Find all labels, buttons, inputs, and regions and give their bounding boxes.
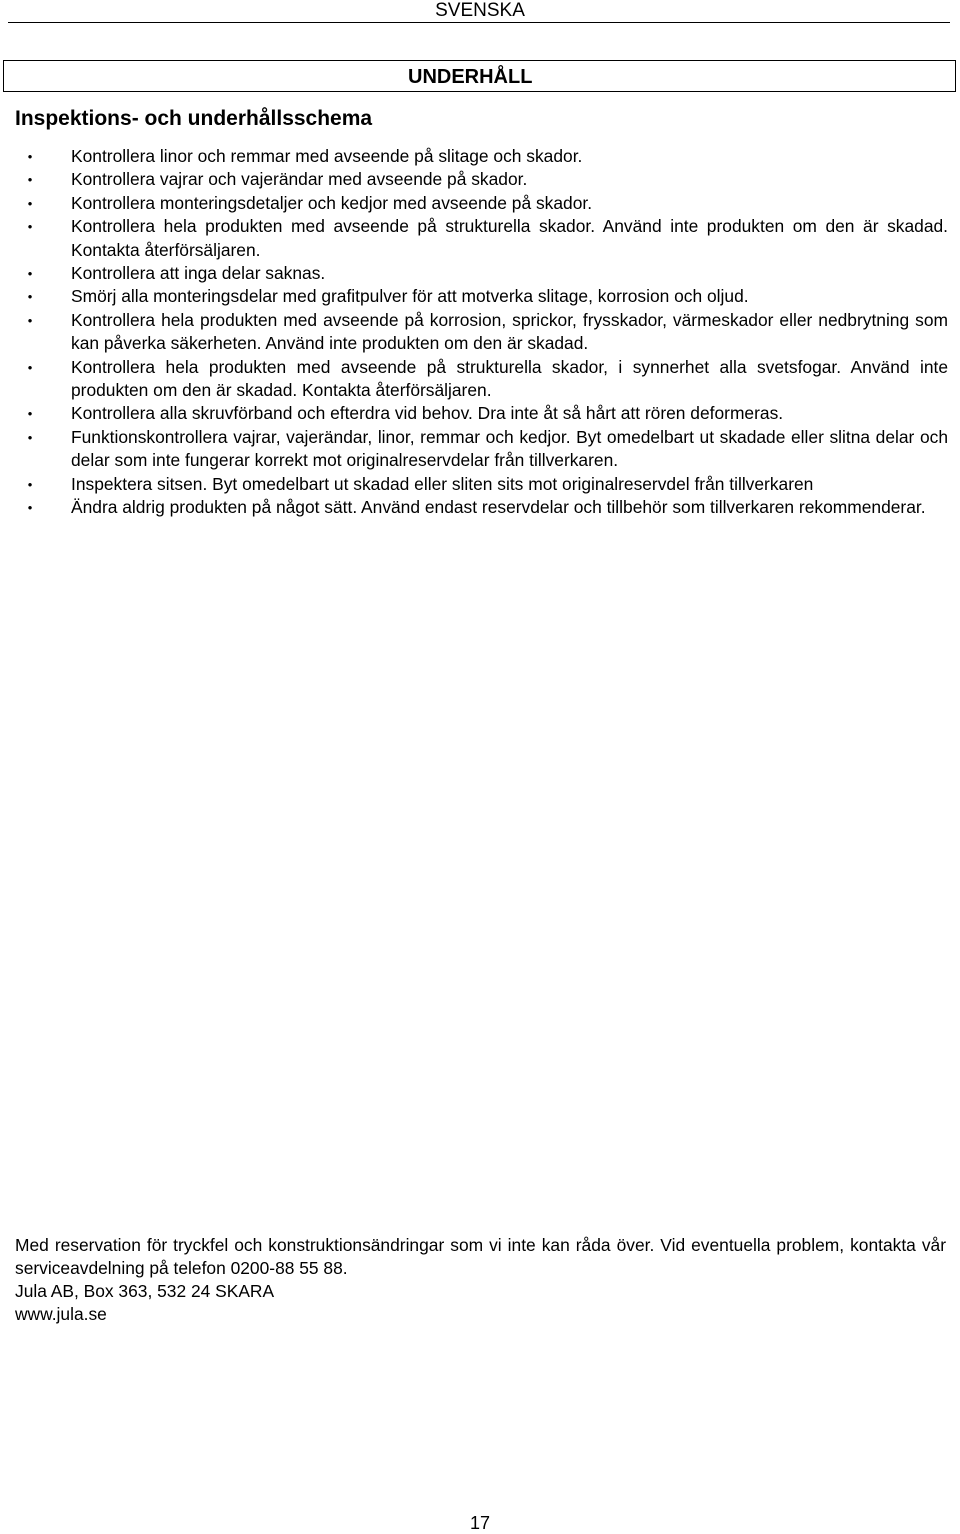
checklist-item xyxy=(0,285,960,308)
checklist-item-text: Kontrollera hela produkten med avseende på korrosion, sprickor, frysskador, värmeskador eller nedbrytning som kan påverka säkerheten. Använd inte produkten om den är skadad. xyxy=(71,309,948,354)
schedule-heading: Inspektions- och underhållsschema xyxy=(15,107,373,130)
bullet-icon: • xyxy=(27,359,33,375)
checklist-item-text: Inspektera sitsen. Byt omedelbart ut skadad eller sliten sits mot originalreservdel från tillverkaren xyxy=(71,473,814,494)
section-title: UNDERHÅLL xyxy=(408,66,533,88)
bullet-icon: • xyxy=(27,476,33,492)
bullet-icon: • xyxy=(27,266,33,282)
checklist-item xyxy=(0,168,960,191)
checklist-item xyxy=(0,192,960,215)
bullet-icon: • xyxy=(27,312,33,328)
bullet-icon: • xyxy=(27,289,33,305)
bullet-icon: • xyxy=(27,149,33,164)
disclaimer-text: Med reservation för tryckfel och konstruktionsändringar som vi inte kan råda över. Vid eventuella problem, kontakta vår serviceavdelning på telefon 0200-88 55 88. xyxy=(15,1235,946,1278)
checklist-item xyxy=(0,496,960,519)
inspection-checklist xyxy=(0,145,960,520)
checklist-item-text: Ändra aldrig produkten på något sätt. Använd endast reservdelar och tillbehör som tillverkaren rekommenderar. xyxy=(71,497,926,518)
checklist-item-text: Kontrollera vajrar och vajerändar med avseende på skador. xyxy=(71,169,528,190)
bullet-icon: • xyxy=(27,429,33,445)
checklist-item-text: Kontrollera att inga delar saknas. xyxy=(71,263,326,284)
page-number: 17 xyxy=(469,1513,491,1533)
language-label: SVENSKA xyxy=(435,0,525,21)
website-link[interactable]: www.jula.se xyxy=(15,1304,107,1324)
checklist-item-text: Kontrollera linor och remmar med avseende på slitage och skador. xyxy=(71,146,583,166)
checklist-item xyxy=(0,145,960,168)
bullet-icon: • xyxy=(27,195,33,211)
header-rule xyxy=(8,22,950,23)
checklist-item xyxy=(0,356,960,403)
checklist-item-text: Kontrollera hela produkten med avseende på strukturella skador, i synnerhet alla svetsfogar. Använd inte produkten om den är skadad. Kontakta återförsäljaren. xyxy=(71,356,948,401)
checklist-item xyxy=(0,262,960,285)
footer-notice xyxy=(15,1234,946,1326)
checklist-item-text: Kontrollera alla skruvförband och efterdra vid behov. Dra inte åt så hårt att rören deformeras. xyxy=(71,403,784,424)
checklist-item xyxy=(0,426,960,473)
bullet-icon: • xyxy=(27,219,33,235)
bullet-icon: • xyxy=(27,172,33,188)
checklist-item-text: Smörj alla monteringsdelar med grafitpulver för att motverka slitage, korrosion och oljud. xyxy=(71,286,749,307)
checklist-item-text: Funktionskontrollera vajrar, vajerändar, linor, remmar och kedjor. Byt omedelbart ut skadade eller slitna delar och delar som inte fungerar korrekt mot originalreservdelar från tillverkaren. xyxy=(71,426,948,471)
checklist-item-text: Kontrollera hela produkten med avseende på strukturella skador. Använd inte produkten om den är skadad. Kontakta återförsäljaren. xyxy=(71,216,948,260)
checklist-item-text: Kontrollera monteringsdetaljer och kedjor med avseende på skador. xyxy=(71,192,593,213)
bullet-icon: • xyxy=(27,500,33,516)
bullet-icon: • xyxy=(27,406,33,422)
company-address: Jula AB, Box 363, 532 24 SKARA xyxy=(15,1281,275,1301)
checklist-item xyxy=(0,402,960,425)
checklist-item xyxy=(0,473,960,496)
checklist-item xyxy=(0,309,960,356)
checklist-item xyxy=(0,215,960,262)
